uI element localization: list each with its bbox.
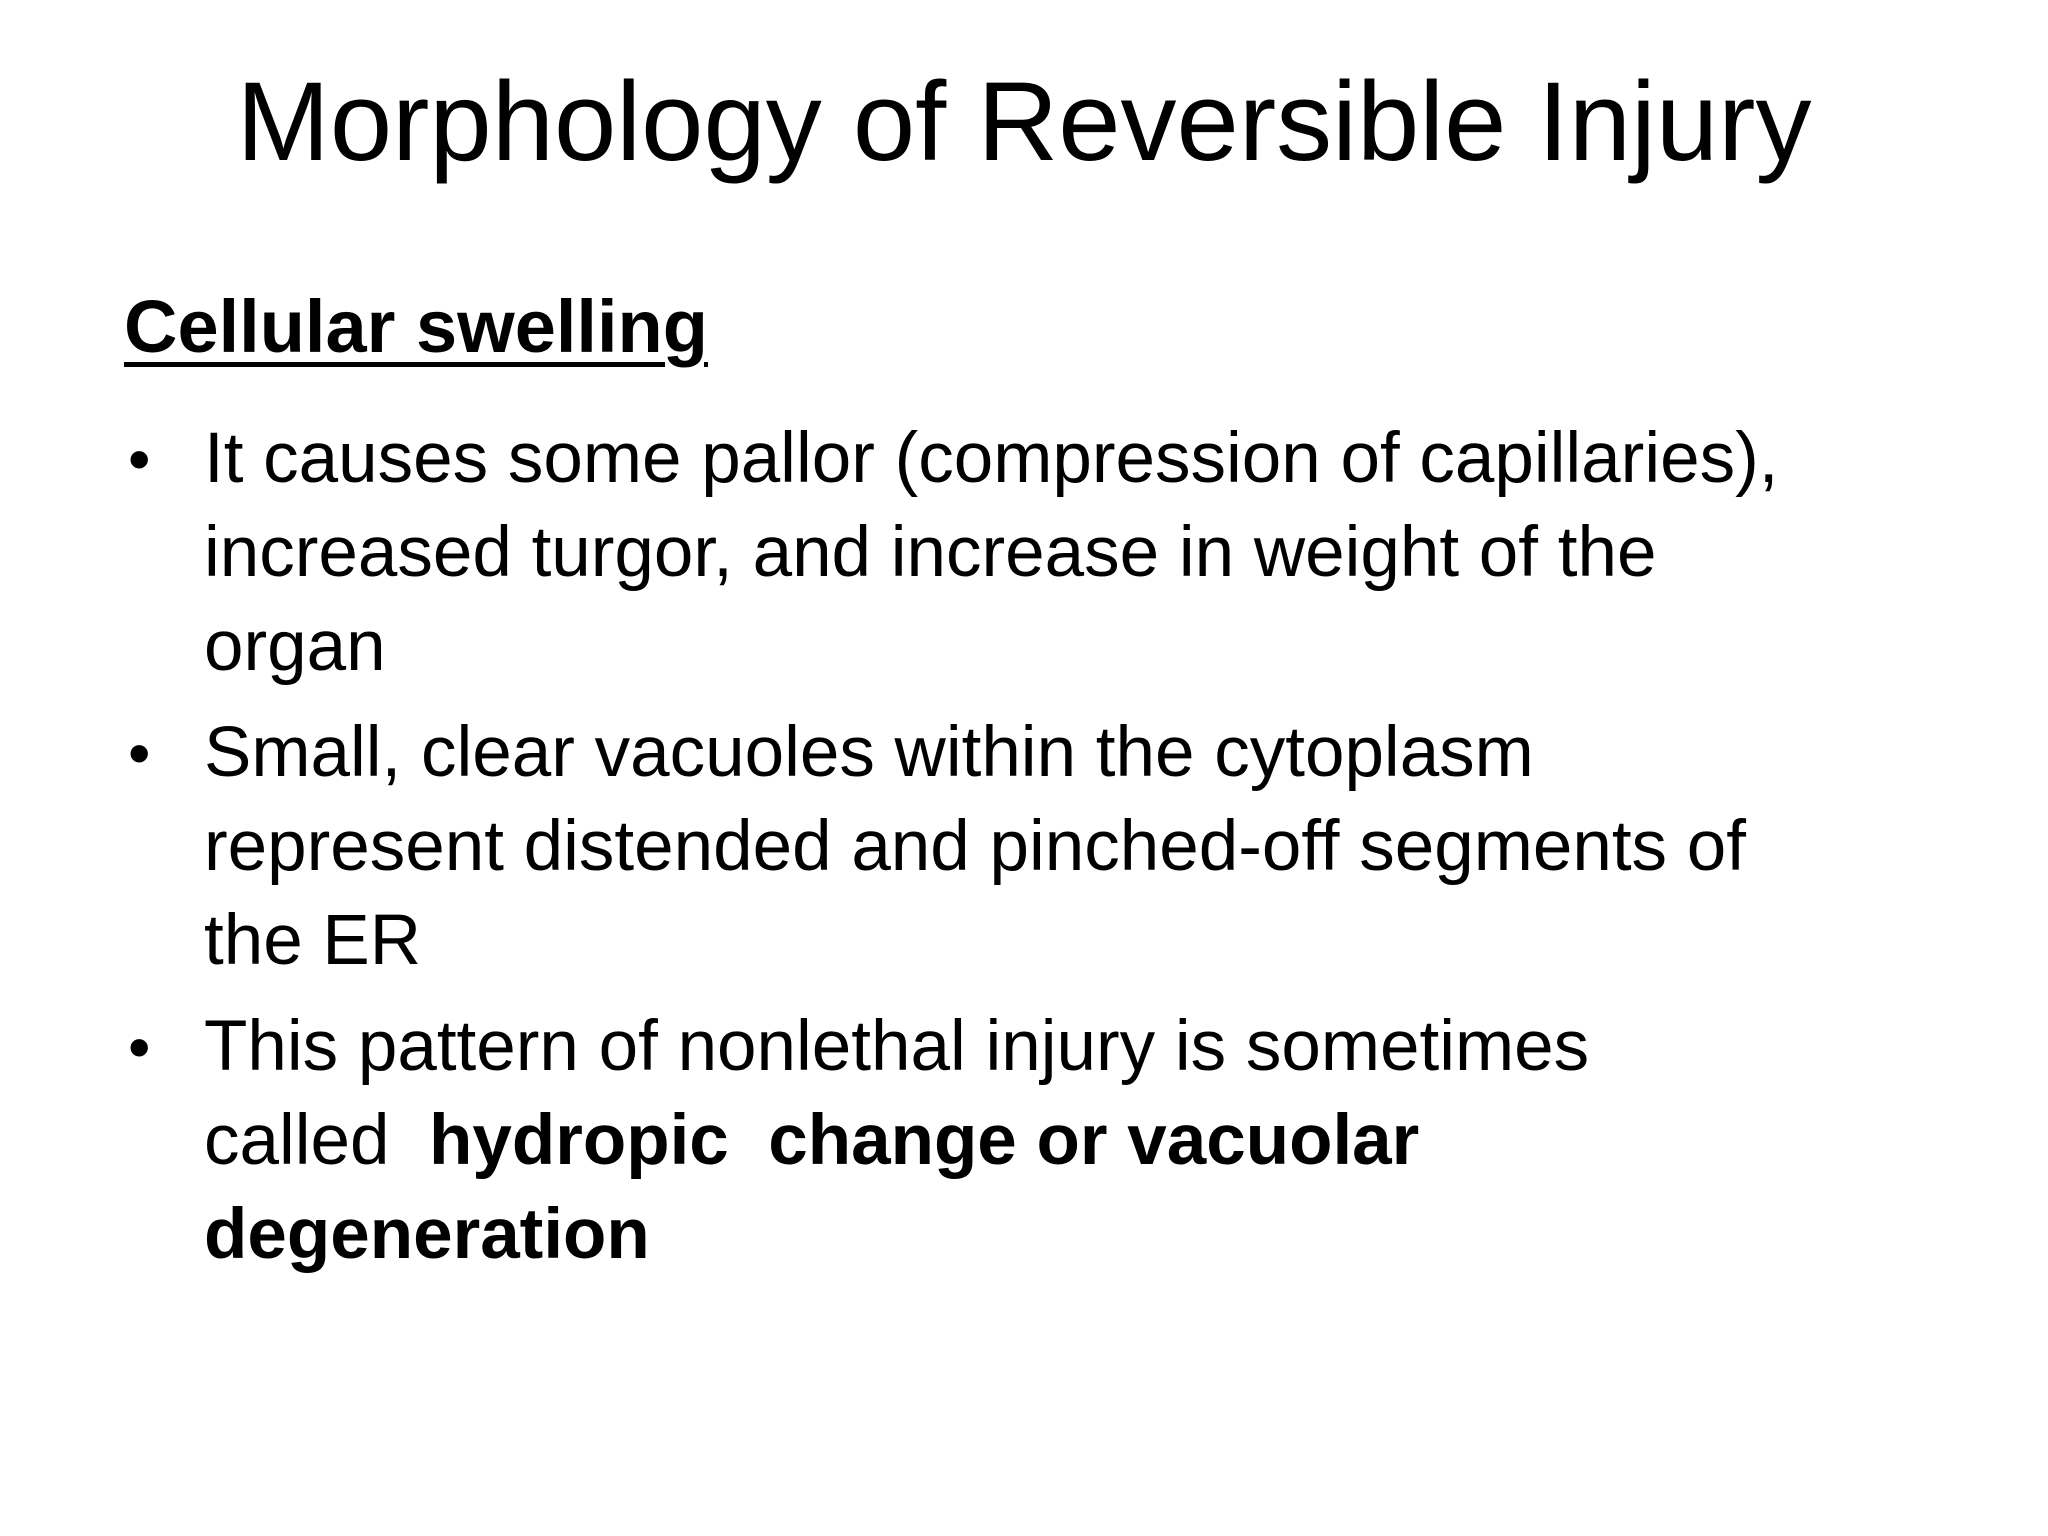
bullet-text-line: the ER [204,901,422,980]
bullet-text-bold: hydropic change or vacuolar [428,1101,1420,1180]
bullet-text-bold: degeneration [204,1195,650,1274]
bullet-item [124,1000,1964,1282]
bullet-marker: • [128,423,151,495]
bullet-list [124,412,1964,1294]
bullet-text-plain: called [204,1101,429,1180]
bullet-text-line: represent distended and pinched-off segments of [204,807,1746,886]
bullet-text-line: It causes some pallor (compression of capillaries), [204,419,1779,498]
bullet-text-line: This pattern of nonlethal injury is sometimes [204,1007,1590,1086]
bullet-text-line [204,1094,1964,1188]
section-heading: Cellular swelling [124,285,708,368]
bullet-item [124,706,1964,988]
bullet-text-line: increased turgor, and increase in weight of the [204,513,1657,592]
slide-title: Morphology of Reversible Injury [236,59,1812,184]
bullet-marker: • [128,717,151,789]
bullet-item [124,412,1964,694]
bullet-text-line: organ [204,607,386,686]
bullet-marker: • [128,1011,151,1083]
bullet-text-line: Small, clear vacuoles within the cytoplasm [204,713,1534,792]
